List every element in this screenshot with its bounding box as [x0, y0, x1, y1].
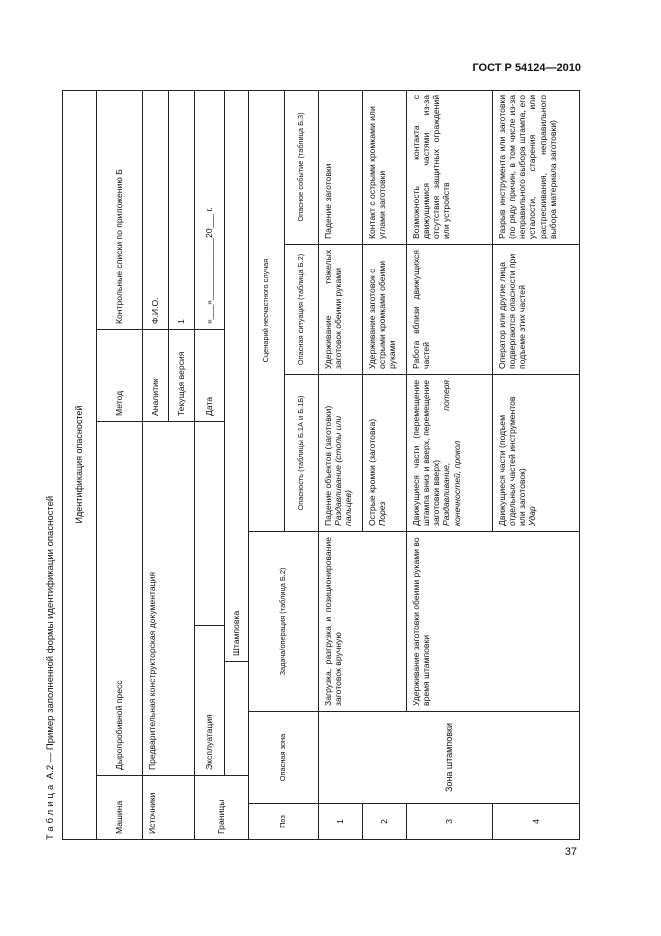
row-4-event: Разрыв инструмента или заготовки (по ряду причин, в том числе из-за неправильного выбора штампа, его усталости, старения или растрескивания, неправильного выбора материала заготовки) [492, 90, 580, 245]
header-no: Поз [248, 804, 318, 840]
zone-value: Зона штамповки [318, 712, 580, 804]
standard-code: ГОСТ Р 54124—2010 [472, 62, 581, 74]
row-1-hazard [318, 375, 362, 532]
rotated-page-content [40, 90, 590, 840]
hazard-identification-table [62, 90, 580, 840]
task-2: Удерживание заготовки обеими руками во время штамповки [406, 532, 580, 712]
row-4-hazard-effect: Удар [527, 506, 538, 526]
limits-value-stamping: Штамповка [224, 90, 248, 662]
header-zone: Опасная зона [248, 712, 318, 804]
row-2-situation: Удерживание заготовок с острыми кромками обеими руками [362, 245, 406, 375]
limits-value-operation: Эксплуатация [194, 626, 224, 776]
header-hazard: Опасность (таблицы Б.1А и Б.1Б) [284, 375, 318, 532]
row-1-event: Падение заготовки [318, 90, 362, 245]
row-4-situation: Оператор или другие лица подвергаются опасности при подъеме этих частей [492, 245, 580, 375]
header-task: Задача/операция (таблица Б.2) [248, 532, 318, 712]
version-label: Текущая версия [168, 330, 194, 422]
version-value: 1 [168, 90, 194, 330]
row-2-hazard [362, 375, 406, 532]
row-1-no: 1 [318, 804, 362, 840]
header-scenario: Сценарий несчастного случая [248, 90, 284, 532]
row-4-hazard [492, 375, 580, 532]
limits-label: Границы [194, 776, 248, 840]
header-situation: Опасная ситуация (таблица Б.2) [284, 245, 318, 375]
row-3-event: Возможность контакта с движущимися частями из-за отсутствия защитных ограждений или устройств [406, 90, 492, 245]
task-1: Загрузка, разгрузка и позиционирование заготовок вручную [318, 532, 406, 712]
sources-value: Предварительная конструкторская документация [142, 422, 194, 776]
row-3-hazard-source: Движущиеся части (перемещение штампа вниз и вверх, перемещение заготовки вверх) [411, 380, 442, 526]
row-2-no: 2 [362, 804, 406, 840]
row-1-hazard-effect: Раздавливание (стопы или пальцев) [333, 415, 354, 526]
row-4-hazard-source: Движущиеся части (подъем отдельных частей инструментов или заготовок) [497, 396, 528, 526]
machine-value: Дыропробивной пресс [96, 422, 142, 776]
row-3-hazard [406, 375, 492, 532]
machine-label: Машина [96, 776, 142, 840]
row-1-hazard-source: Падение объектов (заготовки) [323, 405, 333, 526]
limits-blank [224, 662, 248, 776]
caption-dash: — [45, 752, 56, 763]
caption-number: А.2 [45, 764, 56, 780]
limits-value-blank [194, 422, 224, 626]
caption-label: Таблица [45, 781, 56, 840]
row-3-no: 3 [406, 804, 492, 840]
method-value: Контрольные списки по приложению Б [96, 90, 142, 330]
row-3-situation: Работа вблизи движущихся частей [406, 245, 492, 375]
date-label: Дата [194, 330, 224, 422]
sources-label: Источники [142, 776, 194, 840]
row-4-no: 4 [492, 804, 580, 840]
table-caption [40, 90, 62, 840]
row-3-hazard-effect: Раздавливание, потеря конечностей, прокол [441, 380, 462, 526]
method-label: Метод [96, 330, 142, 422]
page-number: 37 [564, 846, 577, 858]
row-2-hazard-source: Острые кромки (заготовка) [367, 418, 377, 526]
caption-title: Пример заполненной формы идентификации опасностей [45, 495, 56, 751]
row-2-hazard-effect: Порез [377, 501, 388, 526]
section-title: Идентификация опасностей [62, 90, 96, 840]
analyst-label: Аналитик [142, 330, 168, 422]
row-2-event: Контакт с острыми кромками или углами заготовки [362, 90, 406, 245]
header-event: Опасное событие (таблица Б.3) [284, 90, 318, 245]
analyst-value: Ф.И.О. [142, 90, 168, 330]
row-1-situation: Удерживание тяжелых заготовок обеими руками [318, 245, 362, 375]
date-value: «___»_____________20___ г. [194, 90, 224, 330]
